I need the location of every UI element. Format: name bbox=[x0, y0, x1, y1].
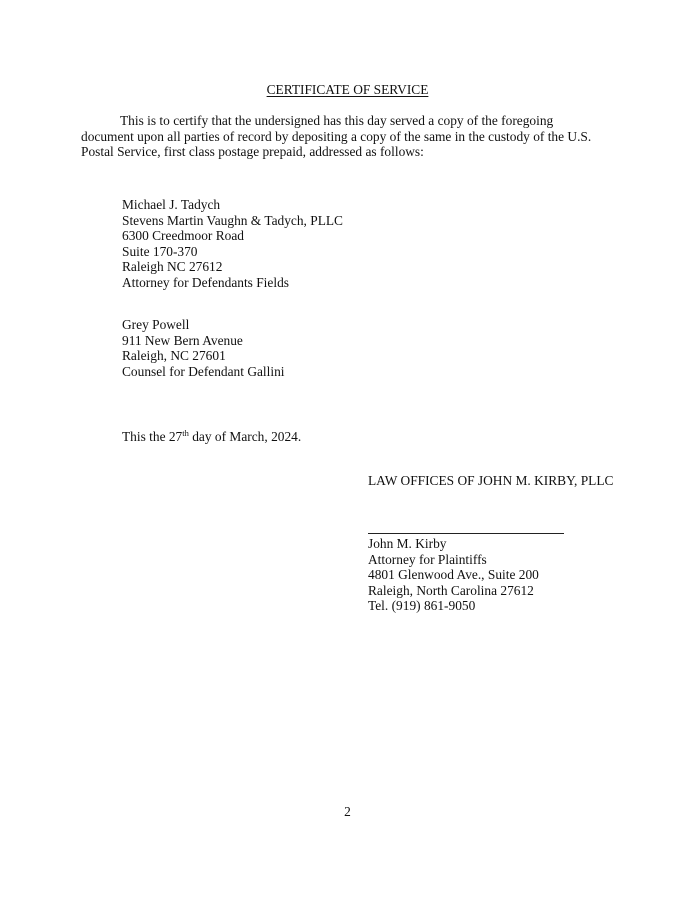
signature-block bbox=[368, 536, 539, 614]
recipient-firm: Stevens Martin Vaughn & Tadych, PLLC bbox=[122, 212, 343, 228]
recipient-suite: Suite 170-370 bbox=[122, 243, 198, 259]
certification-line: Postal Service, first class postage prepaid, addressed as follows: bbox=[81, 144, 424, 160]
date-line bbox=[122, 429, 301, 445]
certification-line: This is to certify that the undersigned has this day served a copy of the foregoing bbox=[120, 113, 554, 128]
signature-line bbox=[368, 533, 564, 534]
recipient-role: Attorney for Defendants Fields bbox=[122, 274, 289, 290]
document-title: CERTIFICATE OF SERVICE bbox=[266, 82, 429, 97]
date-suffix: day of March, 2024. bbox=[188, 429, 302, 444]
recipient-city: Raleigh NC 27612 bbox=[122, 259, 223, 275]
date-prefix: This the 27 bbox=[122, 429, 183, 444]
signer-role: Attorney for Plaintiffs bbox=[368, 551, 487, 567]
certification-paragraph bbox=[81, 113, 621, 160]
recipient-role: Counsel for Defendant Gallini bbox=[122, 363, 285, 379]
signer-phone: Tel. (919) 861-9050 bbox=[368, 598, 476, 614]
recipient-name: Grey Powell bbox=[122, 317, 190, 332]
signer-street: 4801 Glenwood Ave., Suite 200 bbox=[368, 567, 539, 583]
signer-city: Raleigh, North Carolina 27612 bbox=[368, 582, 534, 598]
date-ordinal-suffix: th bbox=[182, 428, 189, 438]
recipient-name: Michael J. Tadych bbox=[122, 197, 221, 212]
certification-line: document upon all parties of record by depositing a copy of the same in the custody of the U.S. bbox=[81, 128, 592, 144]
firm-name: LAW OFFICES OF JOHN M. KIRBY, PLLC bbox=[368, 473, 614, 488]
recipient-city: Raleigh, NC 27601 bbox=[122, 348, 226, 364]
recipient-street: 6300 Creedmoor Road bbox=[122, 228, 244, 244]
recipient-street: 911 New Bern Avenue bbox=[122, 332, 243, 348]
signer-name: John M. Kirby bbox=[368, 536, 447, 551]
recipient-address-block bbox=[122, 197, 343, 291]
page-number: 2 bbox=[344, 804, 351, 819]
recipient-address-block bbox=[122, 317, 285, 379]
